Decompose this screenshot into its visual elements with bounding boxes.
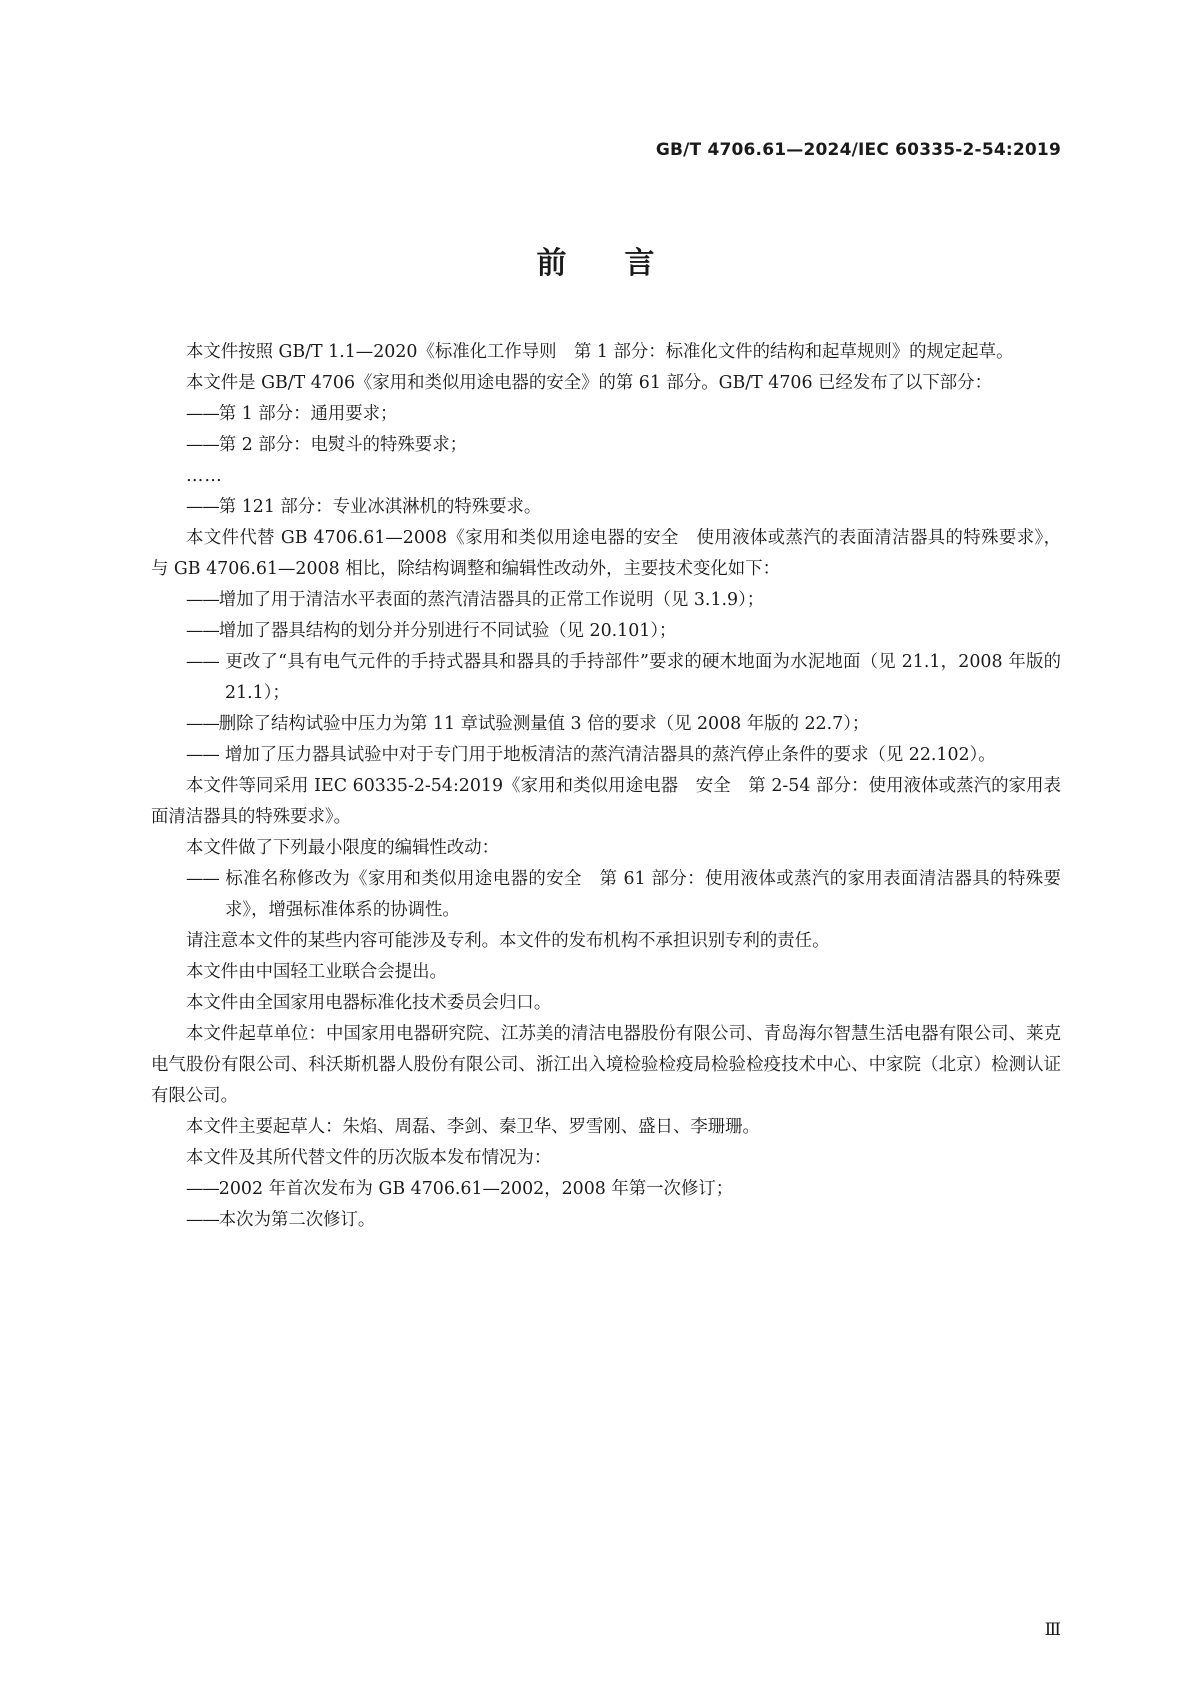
list-item-text: 第 121 部分：专业冰淇淋机的特殊要求。 — [218, 497, 542, 517]
list-item-text: 第 1 部分：通用要求； — [218, 404, 398, 424]
dash-mark: —— — [186, 652, 219, 672]
page-title: 前言 — [536, 246, 713, 281]
change-item-3 — [151, 647, 1061, 709]
list-item-part-1 — [151, 399, 1061, 430]
paragraph-iec-adoption: 本文件等同采用 IEC 60335-2-54:2019《家用和类似用途电器 安全 第 2-54 部分：使用液体或蒸汽的家用表面清洁器具的特殊要求》。 — [151, 776, 1061, 827]
change-item-text: 增加了压力器具试验中对于专门用于地板清洁的蒸汽清洁器具的蒸汽停止条件的要求（见 22.102）。 — [225, 745, 996, 765]
change-item-2 — [151, 616, 1061, 647]
paragraph-editorial-changes: 本文件做了下列最小限度的编辑性改动： — [186, 838, 500, 858]
paragraph-technical-committee: 本文件由全国家用电器标准化技术委员会归口。 — [186, 993, 552, 1013]
list-item-text: 第 2 部分：电熨斗的特殊要求； — [218, 435, 467, 455]
paragraph-patent-notice: 请注意本文件的某些内容可能涉及专利。本文件的发布机构不承担识别专利的责任。 — [186, 931, 830, 951]
change-item-text: 增加了器具结构的划分并分别进行不同试验（见 20.101）； — [218, 621, 677, 641]
dash-mark: —— — [186, 590, 219, 610]
list-item-part-2 — [151, 430, 1061, 461]
list-item-part-121 — [151, 492, 1061, 523]
paragraph-drafters: 本文件主要起草人：朱焰、周磊、李剑、秦卫华、罗雪刚、盛日、李珊珊。 — [186, 1117, 760, 1137]
paragraph-series-intro: 本文件是 GB/T 4706《家用和类似用途电器的安全》的第 61 部分。GB/T 4706 已经发布了以下部分： — [186, 373, 992, 393]
edit-item-text: 标准名称修改为《家用和类似用途电器的安全 第 61 部分：使用液体或蒸汽的家用表面清洁器具的特殊要求》，增强标准体系的协调性。 — [225, 869, 1061, 920]
dash-mark: —— — [186, 745, 219, 765]
document-body — [151, 337, 1061, 1236]
history-item-1 — [151, 1174, 1061, 1205]
dash-mark: —— — [186, 621, 219, 641]
dash-mark: —— — [186, 714, 219, 734]
history-item-text: 2002 年首次发布为 GB 4706.61—2002，2008 年第一次修订； — [218, 1179, 734, 1199]
paragraph-drafting-units: 本文件起草单位：中国家用电器研究院、江苏美的清洁电器股份有限公司、青岛海尔智慧生活电器有限公司、莱克电气股份有限公司、科沃斯机器人股份有限公司、浙江出入境检验检疫局检验检疫技术中心、中家院（北京）检测认证有限公司。 — [151, 1024, 1061, 1106]
standard-code-header: GB/T 4706.61—2024/IEC 60335-2-54:2019 — [655, 140, 1061, 160]
paragraph-replacement: 本文件代替 GB 4706.61—2008《家用和类似用途电器的安全 使用液体或蒸汽的表面清洁器具的特殊要求》，与 GB 4706.61—2008 相比，除结构调整和编辑性改动外，主要技术变化如下： — [151, 528, 1061, 579]
edit-item — [151, 864, 1061, 926]
list-ellipsis: …… — [186, 466, 223, 486]
change-item-4 — [151, 709, 1061, 740]
change-item-text: 删除了结构试验中压力为第 11 章试验测量值 3 倍的要求（见 2008 年版的 22.7）； — [218, 714, 870, 734]
dash-mark: —— — [186, 404, 219, 424]
dash-mark: —— — [186, 435, 219, 455]
change-item-text: 增加了用于清洁水平表面的蒸汽清洁器具的正常工作说明（见 3.1.9）； — [218, 590, 765, 610]
paragraph-version-history: 本文件及其所代替文件的历次版本发布情况为： — [186, 1148, 552, 1168]
dash-mark: —— — [186, 1179, 219, 1199]
change-item-1 — [151, 585, 1061, 616]
page-number: Ⅲ — [1044, 1620, 1061, 1640]
dash-mark: —— — [186, 497, 219, 517]
history-item-text: 本次为第二次修订。 — [218, 1210, 376, 1230]
paragraph-proposer: 本文件由中国轻工业联合会提出。 — [186, 962, 447, 982]
change-item-text: 更改了“具有电气元件的手持式器具和器具的手持部件”要求的硬木地面为水泥地面（见 21.1，2008 年版的 21.1）； — [225, 652, 1061, 703]
paragraph-drafting-rules: 本文件按照 GB/T 1.1—2020《标准化工作导则 第 1 部分：标准化文件的结构和起草规则》的规定起草。 — [186, 342, 1014, 362]
change-item-5 — [151, 740, 1061, 771]
dash-mark: —— — [186, 1210, 219, 1230]
dash-mark: —— — [186, 869, 219, 889]
history-item-2 — [151, 1205, 1061, 1236]
